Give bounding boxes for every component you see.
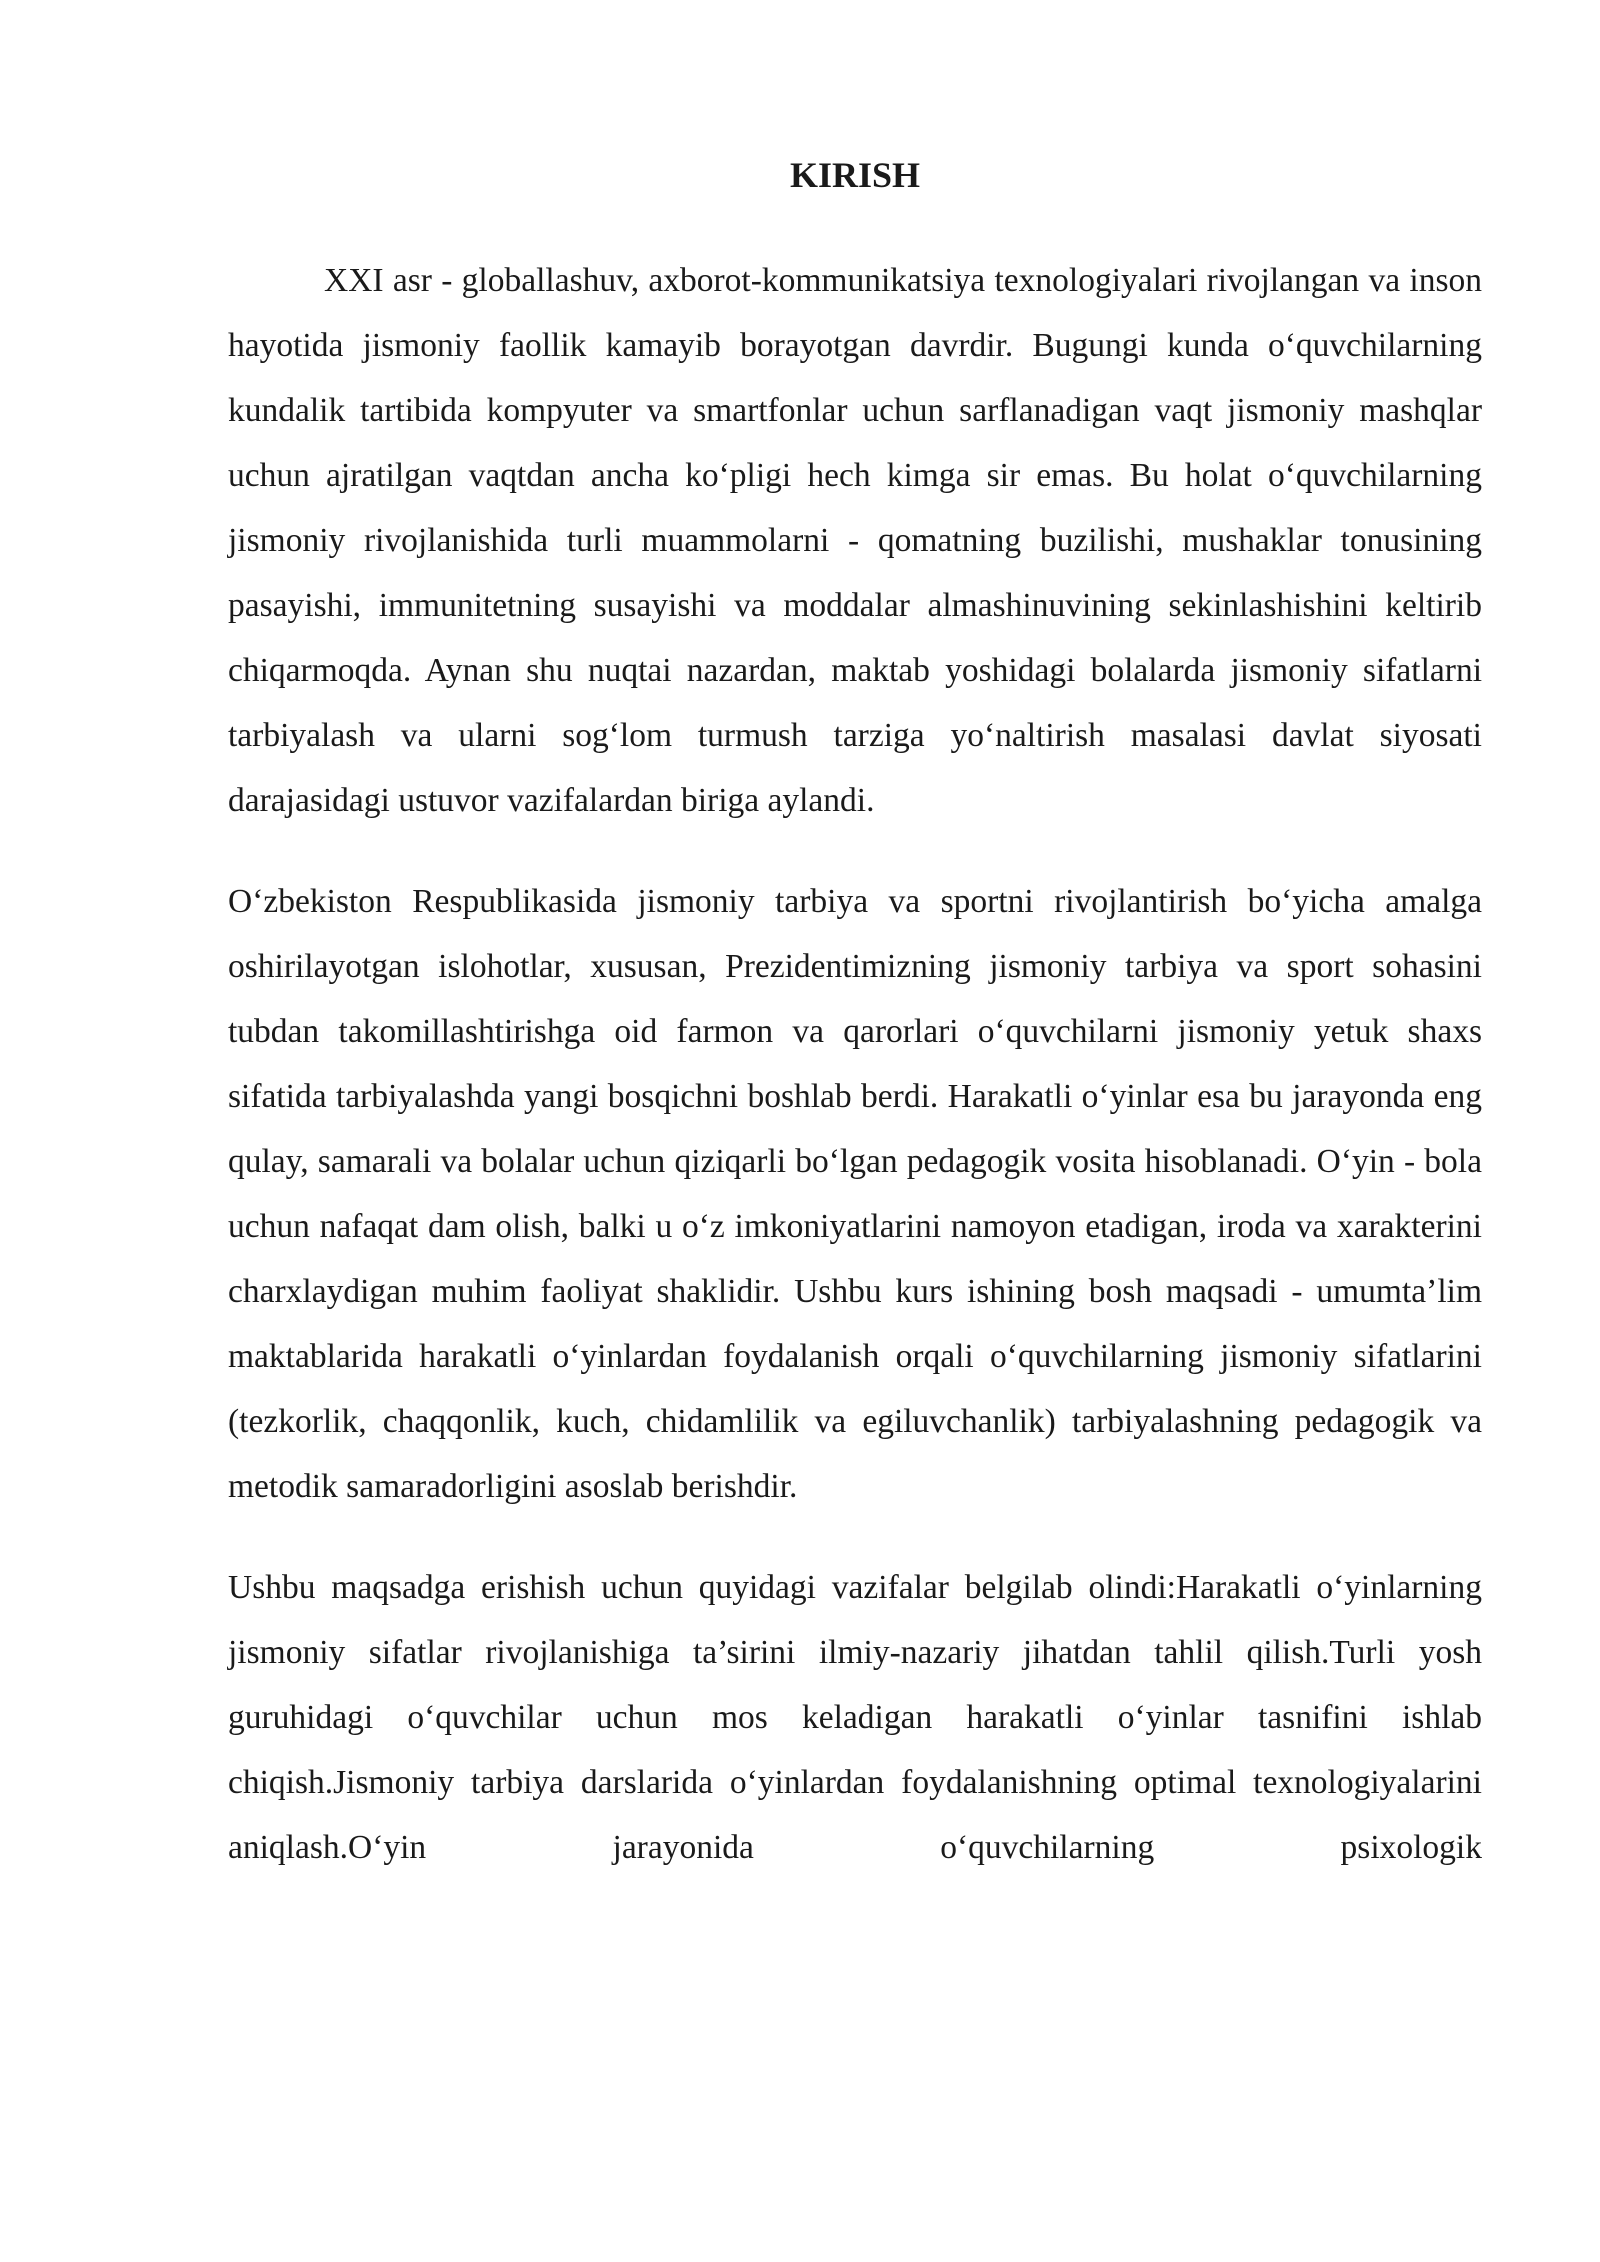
paragraph-introduction: XXI asr - globallashuv, axborot-kommunikatsiya texnologiyalari rivojlangan va inson hayotida jismoniy faollik kamayib borayotgan davrdir. Bugungi kunda o‘quvchilarning kundalik tartibida kompyuter va smartfonlar uchun sarflanadigan vaqt jismoniy mashqlar uchun ajratilgan vaqtdan ancha ko‘pligi hech kimga sir emas. Bu holat o‘quvchilarning jismoniy rivojlanishida turli muammolarni - qomatning buzilishi, mushaklar tonusining pasayishi, immunitetning susayishi va moddalar almashinuvining sekinlashishini keltirib chiqarmoqda. Aynan shu nuqtai nazardan, maktab yoshidagi bolalarda jismoniy sifatlarni tarbiyalash va ularni sog‘lom turmush tarziga yo‘naltirish masalasi davlat siyosati darajasidagi ustuvor vazifalardan biriga aylandi. (228, 262, 1482, 819)
page-title: KIRISH (789, 155, 921, 195)
document-body (228, 248, 1482, 1880)
paragraph-reforms: O‘zbekiston Respublikasida jismoniy tarbiya va sportni rivojlantirish bo‘yicha amalga oshirilayotgan islohotlar, xususan, Prezidentimizning jismoniy tarbiya va sport sohasini tubdan takomillashtirishga oid farmon va qarorlari o‘quvchilarni jismoniy yetuk shaxs sifatida tarbiyalashda yangi bosqichni boshlab berdi. Harakatli o‘yinlar esa bu jarayonda eng qulay, samarali va bolalar uchun qiziqarli bo‘lgan pedagogik vosita hisoblanadi. O‘yin - bola uchun nafaqat dam olish, balki u o‘z imkoniyatlarini namoyon etadigan, iroda va xarakterini charxlaydigan muhim faoliyat shaklidir. Ushbu kurs ishining bosh maqsadi - umumta’lim maktablarida harakatli o‘yinlardan foydalanish orqali o‘quvchilarning jismoniy sifatlarini (tezkorlik, chaqqonlik, kuch, chidamlilik va egiluvchanlik) tarbiyalashning pedagogik va metodik samaradorligini asoslab berishdir. (228, 883, 1482, 1505)
paragraph-tasks: Ushbu maqsadga erishish uchun quyidagi vazifalar belgilab olindi:Harakatli o‘yinlarning jismoniy sifatlar rivojlanishiga ta’sirini ilmiy-nazariy jihatdan tahlil qilish.Turli yosh guruhidagi o‘quvchilar uchun mos keladigan harakatli o‘yinlar tasnifini ishlab chiqish.Jismoniy tarbiya darslarida o‘yinlardan foydalanishning optimal texnologiyalarini aniqlash.O‘yin jarayonida o‘quvchilarning psixologik (228, 1569, 1482, 1866)
